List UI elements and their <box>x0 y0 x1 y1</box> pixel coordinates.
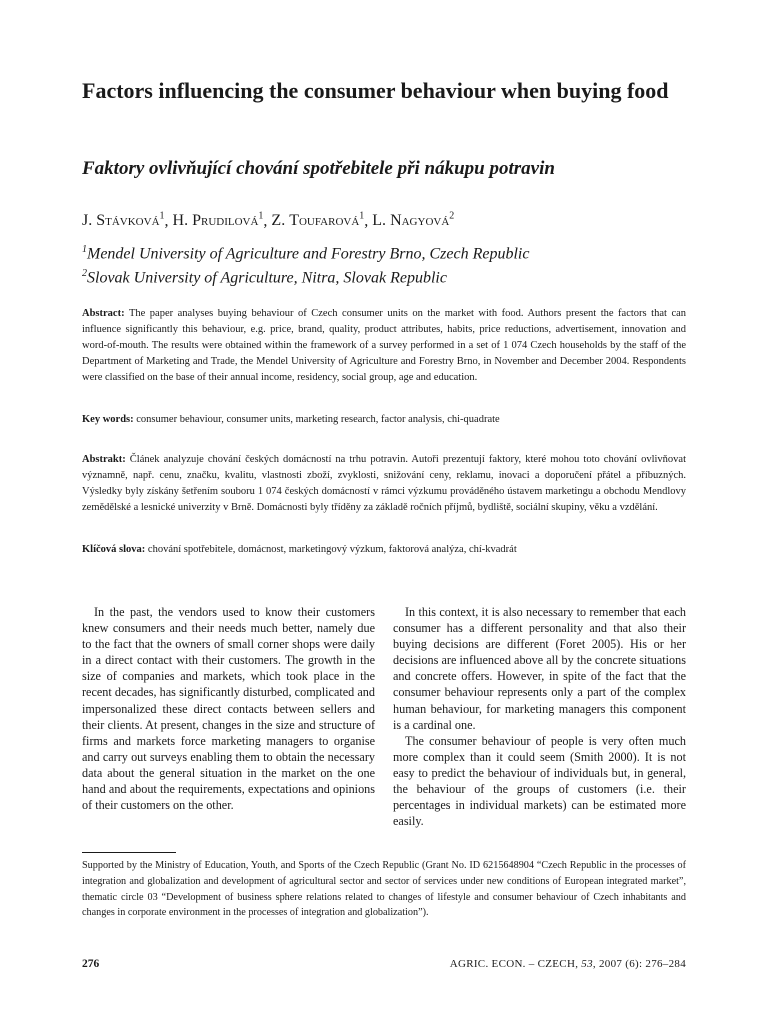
affiliations <box>82 240 686 289</box>
page-number: 276 <box>82 958 100 970</box>
abstract-text: The paper analyses buying behaviour of Czech consumer units on the market with food. Authors present the factors that can influence significantly this behaviour, e.g. price, brand, quality, product attributes, habits, price reductions, advertisement, innovation and word-of-mouth. The results were obtained within the framework of a survey performed in a set of 1 074 Czech households by the staff of the Department of Marketing and Trade, the Mendel University of Agriculture and Forestry Brno, in November and December 2004. Respondents were classified on the base of their annual income, residency, social group, age and education. <box>82 308 687 383</box>
affiliation-item: $^1$Mendel University of Agriculture and Forestry Brno, Czech Republic <box>82 244 530 263</box>
keywords-label: Key words: <box>82 414 134 425</box>
abstract-english <box>82 306 686 386</box>
abstract-text: Článek analyzuje chování českých domácností na trhu potravin. Autoři prezentují faktory, které mohou toto chování ovlivňovat významně, např. cenu, značku, kvalitu, vlastnosti zboží, zvyklosti, snižování ceny, reklamu, inovaci a doporučení přátel a příbuzných. Výsledky byly získány šetřením souboru 1 074 českých domácností v rámci výzkumu prováděného ústavem marketingu a obchodu Mendlovy zemědělské a lesnické univerzity v Brně. Domácnosti byly tříděny za základě ročních příjmů, bydliště, sociální skupiny, věku a vzdělání. <box>82 454 686 513</box>
paper-page <box>82 0 686 1024</box>
body-column-right <box>393 604 686 829</box>
body-column-left <box>82 604 375 813</box>
author-list: J. Stávková$^1$, H. Prudilová$^1$, Z. Toufarová$^1$, L. Nagyová$^2$ <box>82 211 455 230</box>
author: H. Prudilová$^1$ <box>172 211 264 230</box>
journal-citation: AGRIC. ECON. – CZECH, 53, 2007 (6): 276–284 <box>449 958 686 970</box>
body-paragraph: The consumer behaviour of people is very often much more complex than it could seem (Smith 2000). It is not easy to predict the behaviour of individuals but, in general, the behaviour of the groups of customers (i.e. their percentages in individual markets) can be estimated more easily. <box>393 733 686 829</box>
keywords-czech <box>82 542 686 558</box>
paper-title: Factors influencing the consumer behaviour when buying food <box>82 78 669 103</box>
keywords-english <box>82 412 686 428</box>
keywords-text: chování spotřebitele, domácnost, marketingový výzkum, faktorová analýza, chí-kvadrát <box>147 544 517 555</box>
author: Z. Toufarová$^1$ <box>271 211 365 230</box>
keywords-text: consumer behaviour, consumer units, marketing research, factor analysis, chi-quadrate <box>136 414 500 425</box>
affiliation-item: $^2$Slovak University of Agriculture, Nitra, Slovak Republic <box>82 268 447 287</box>
funding-footnote: Supported by the Ministry of Education, Youth, and Sports of the Czech Republic (Grant No. ID 6215648904 “Czech Republic in the processes of integration and globalization and development of agricultural sector and sector of services under new conditions of European integrated market”, thematic circle 03 “Development of business sphere relations related to changes of lifestyle and consumer behaviour of Czech inhabitants and changes in corporate environment in the processes of integration and globalization”). <box>82 860 686 919</box>
abstract-label: Abstract: <box>82 308 125 319</box>
body-paragraph: In the past, the vendors used to know their customers knew consumers and their needs much better, namely due to the fact that the owners of small corner shops were daily in a direct contact with their customers. The growth in the size of companies and markets, which took place in the recent decades, has significantly disturbed, complicated and impersonalized these direct contacts between sellers and their clients. At present, changes in the size and structure of firms and markets force marketing managers to organise and carry out surveys enabling them to obtain the necessary data about the general situation in the market on the one hand and about the requirements, expectations and opinions of their customers on the other. <box>82 605 375 813</box>
author: L. Nagyová$^2$ <box>372 211 455 230</box>
author: J. Stávková$^1$ <box>82 211 165 230</box>
body-paragraph: In this context, it is also necessary to remember that each consumer has a different personality and that also their buying decisions are different (Foret 2005). His or her decisions are influenced above all by the concrete situations and concrete offers. However, in spite of the fact that the consumer behaviour represents only a part of the complex human behaviour, for marketing managers this component is a cardinal one. <box>393 605 686 732</box>
abstract-label: Abstrakt: <box>82 454 126 465</box>
paper-subtitle-czech: Faktory ovlivňující chování spotřebitele při nákupu potravin <box>82 158 555 179</box>
abstract-czech <box>82 452 686 516</box>
footnote-divider <box>82 852 176 853</box>
keywords-label: Klíčová slova: <box>82 544 146 555</box>
